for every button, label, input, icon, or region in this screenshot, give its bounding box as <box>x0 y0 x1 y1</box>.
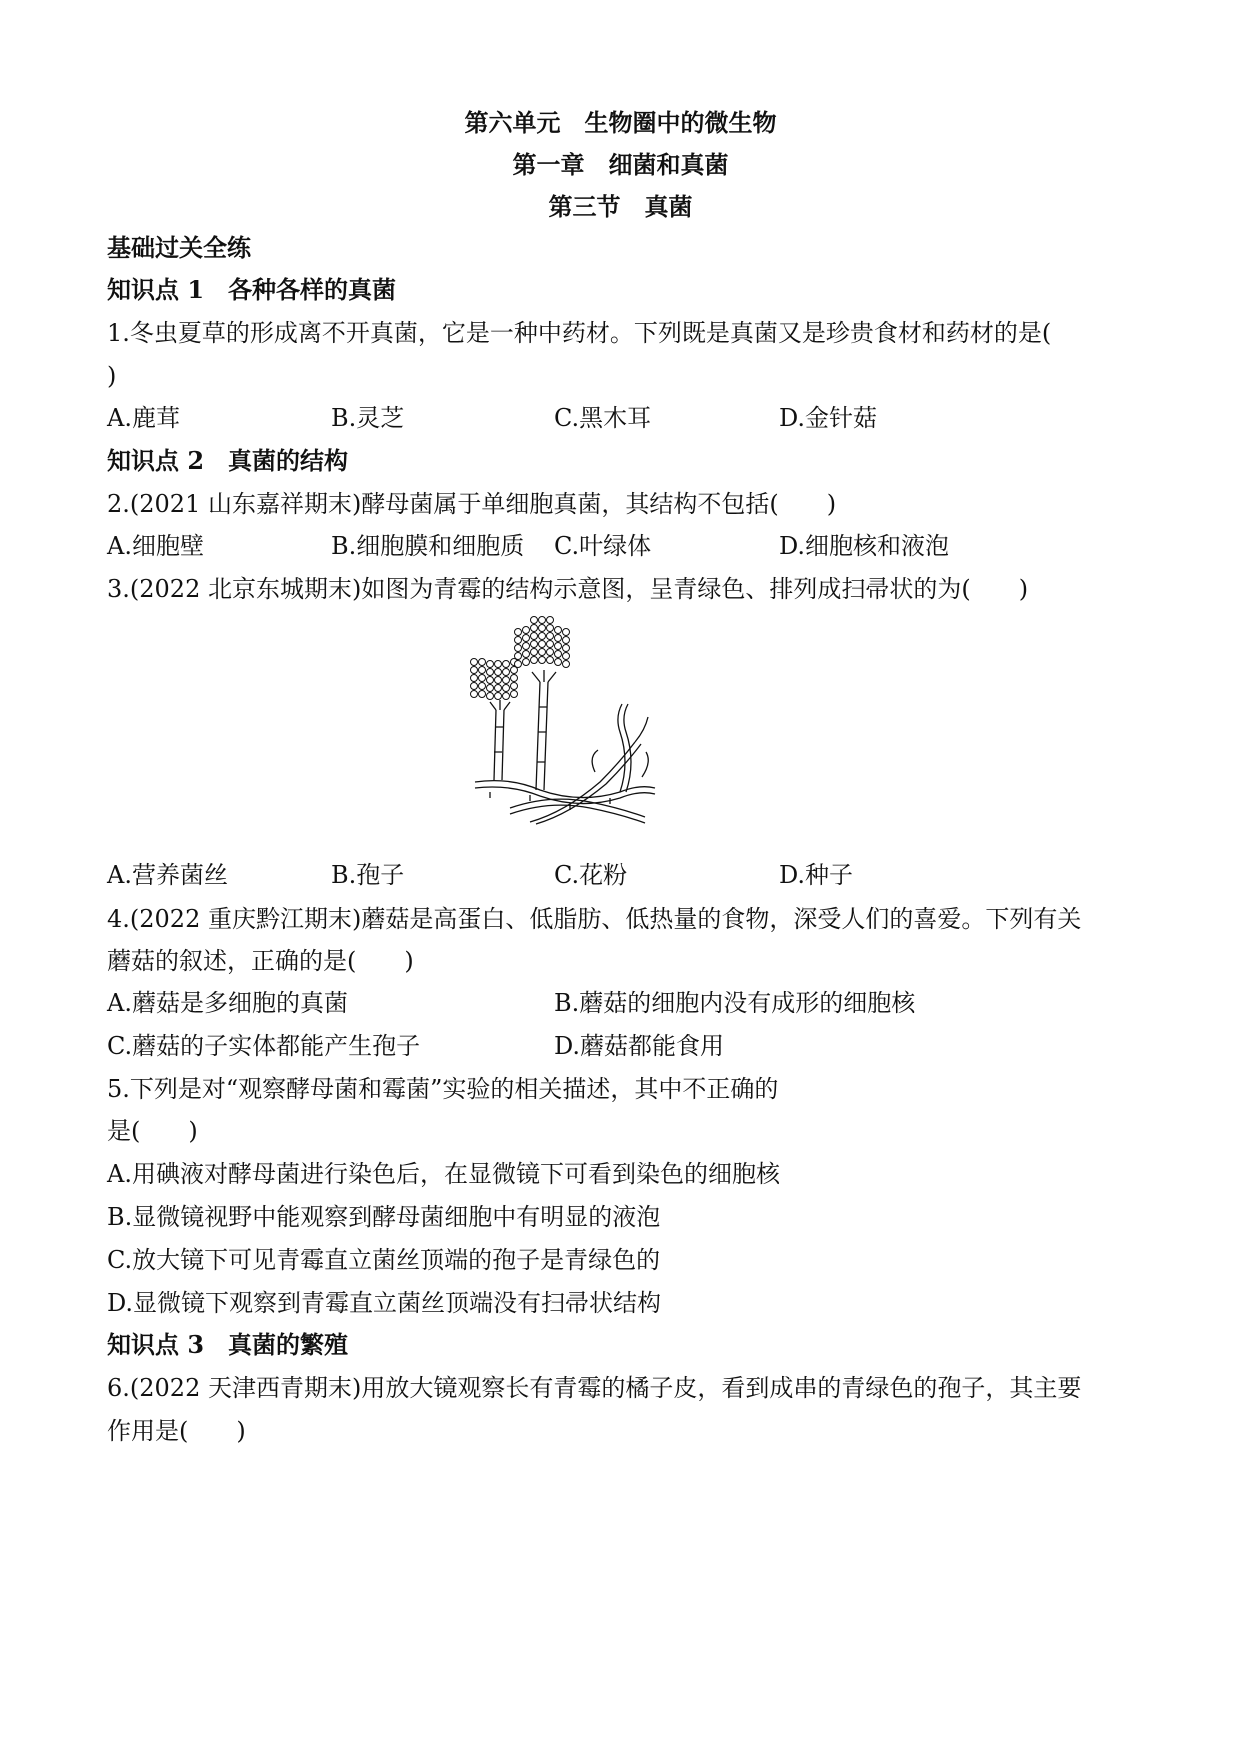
question-3-option-c: C.花粉 <box>554 861 628 889</box>
knowledge-point-2-heading: 知识点 2 真菌的结构 <box>107 446 349 475</box>
question-5-option-c: C.放大镜下可见青霉直立菌丝顶端的孢子是青绿色的 <box>107 1246 661 1274</box>
question-2-option-b: B.细胞膜和细胞质 <box>331 532 525 560</box>
question-1-stem: 1.冬虫夏草的形成离不开真菌，它是一种中药材。下列既是真菌又是珍贵食材和药材的是( <box>107 319 1052 347</box>
question-5-option-d: D.显微镜下观察到青霉直立菌丝顶端没有扫帚状结构 <box>107 1289 662 1317</box>
unit-title: 第六单元 生物圈中的微生物 <box>464 108 777 137</box>
question-2-option-c: C.叶绿体 <box>554 532 652 560</box>
section-title: 第三节 真菌 <box>548 192 693 221</box>
question-6-stem: 6.(2022 天津西青期末)用放大镜观察长有青霉的橘子皮，看到成串的青绿色的孢子，其主要 <box>107 1374 1082 1402</box>
question-3-option-b: B.孢子 <box>331 861 405 889</box>
knowledge-point-1-heading: 知识点 1 各种各样的真菌 <box>107 275 397 304</box>
question-4-option-d: D.蘑菇都能食用 <box>554 1032 725 1060</box>
question-1-option-d: D.金针菇 <box>779 404 878 432</box>
question-1-stem-cont: ) <box>107 362 117 390</box>
question-5-stem: 5.下列是对“观察酵母菌和霉菌”实验的相关描述，其中不正确的 <box>107 1075 779 1103</box>
question-5-option-b: B.显微镜视野中能观察到酵母菌细胞中有明显的液泡 <box>107 1203 661 1231</box>
question-4-stem-cont: 蘑菇的叙述，正确的是( ) <box>107 947 414 975</box>
question-2-option-a: A.细胞壁 <box>107 532 204 560</box>
practice-heading: 基础过关全练 <box>107 233 251 262</box>
question-2-option-d: D.细胞核和液泡 <box>779 532 950 560</box>
knowledge-point-3-heading: 知识点 3 真菌的繁殖 <box>107 1330 349 1359</box>
question-3-stem: 3.(2022 北京东城期末)如图为青霉的结构示意图，呈青绿色、排列成扫帚状的为( ) <box>107 575 1029 603</box>
question-4-option-b: B.蘑菇的细胞内没有成形的细胞核 <box>554 989 916 1017</box>
question-6-stem-cont: 作用是( ) <box>107 1417 246 1445</box>
question-4-option-c: C.蘑菇的子实体都能产生孢子 <box>107 1032 421 1060</box>
question-5-option-a: A.用碘液对酵母菌进行染色后，在显微镜下可看到染色的细胞核 <box>107 1160 780 1188</box>
chapter-title: 第一章 细菌和真菌 <box>512 150 729 179</box>
question-2-stem: 2.(2021 山东嘉祥期末)酵母菌属于单细胞真菌，其结构不包括( ) <box>107 490 837 518</box>
question-5-stem-cont: 是( ) <box>107 1117 198 1145</box>
question-4-option-a: A.蘑菇是多细胞的真菌 <box>107 989 348 1017</box>
question-3-option-d: D.种子 <box>779 861 854 889</box>
question-1-option-a: A.鹿茸 <box>107 404 180 432</box>
question-3-option-a: A.营养菌丝 <box>107 861 228 889</box>
question-4-stem: 4.(2022 重庆黔江期末)蘑菇是高蛋白、低脂肪、低热量的食物，深受人们的喜爱。下列有关 <box>107 905 1082 933</box>
question-1-option-b: B.灵芝 <box>331 404 405 432</box>
penicillium-diagram-icon <box>470 612 660 838</box>
question-1-option-c: C.黑木耳 <box>554 404 652 432</box>
